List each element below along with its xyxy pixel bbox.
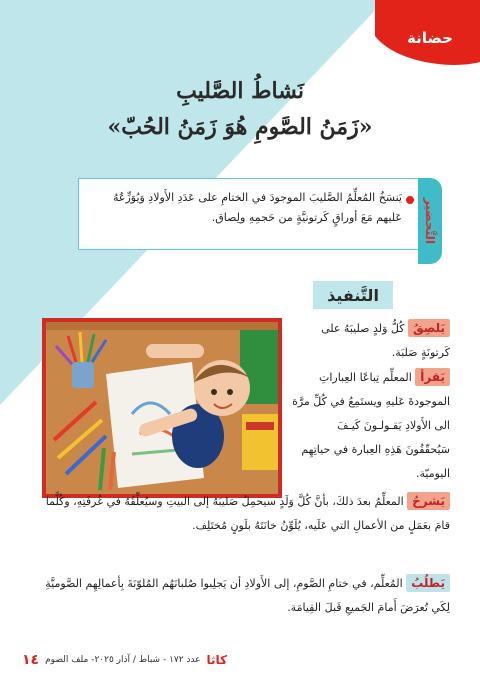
- step-keyword: يَشرحُ: [407, 492, 450, 510]
- step-keyword: يَطلُبُ: [406, 574, 450, 592]
- preparation-tab: [418, 178, 442, 264]
- preparation-text: يَنسَخُ المُعلِّمُ الصَّليبَ الموجودَ في الختامِ على عَدَدِ الأَولادِ وَيُوَزِّعُهُ عَليهم مَعَ أوراقٍ كَرتونيَّةٍ من حَجمِهِ ولِصاق.: [112, 191, 402, 224]
- step-keyword: يَلصِقُ: [408, 319, 450, 337]
- section-tag: حضانة: [407, 29, 453, 47]
- step-text: المعلِّمُ بعدَ ذلكَ، بأنَّ كُلَّ وَلَدٍ سيحمِلُ صَليبَهُ إلى البيتِ وسيُعلِّقُهُ في غُرفَتِهِ، وكُلَّما قامَ بعَمَلٍ من الأعمالِ التي عَلَيه، يُلَوِّنُ خانَتَهُ بلَونٍ مُختَلِف.: [45, 495, 450, 532]
- step-4: [40, 572, 450, 620]
- step-keyword: يَقرأ: [415, 368, 450, 386]
- magazine-logo: كاثا: [206, 653, 228, 667]
- step-text: المعلِّم تِباعًا العِباراتِ الموجودةَ عَليهِ ويستَمِعُ في كُلِّ مرَّة الى الأَولادِ يَقـولـونَ كَيـفَ سَيُحقّقُونَ هَذِهِ العِبارة في حياتِهِم اليوميّة.: [292, 371, 450, 480]
- activity-title: نَشاطُ الصَّليبِ: [176, 78, 304, 104]
- step-1: [290, 317, 450, 365]
- child-drawing-illustration: [46, 322, 278, 494]
- step-3: [40, 490, 450, 538]
- step-text: المُعلِّم، في ختامِ الصَّومِ، إلى الأَولادِ أن يَجلِبوا صُلبانَهُم المُلوّنَةَ بِأعمالِهِم الصَّوميَّةِ لِكَي تُعرَضَ أَمامَ الجَميعِ قَبلَ القِيامَة.: [45, 577, 450, 614]
- footer: [22, 652, 227, 668]
- step-text: كُلُّ وَلدٍ صليبَهُ على كَرتونَةٍ صَلبَة.: [321, 322, 450, 359]
- execution-heading: التَّنفيذ: [313, 281, 393, 309]
- activity-subtitle: «زَمَنُ الصَّومِ هُوَ زَمَنُ الحُبّ»: [107, 114, 373, 140]
- page-number: ١٤: [22, 652, 40, 668]
- preparation-label: التَّحضير: [423, 197, 437, 245]
- child-drawing-photo: [42, 318, 282, 498]
- step-2: [290, 366, 450, 486]
- issue-info: عدد ١٧٢ - شباط / آذار ٢٠٢٥- ملف الصوم: [45, 655, 201, 665]
- bullet-icon: [406, 196, 414, 204]
